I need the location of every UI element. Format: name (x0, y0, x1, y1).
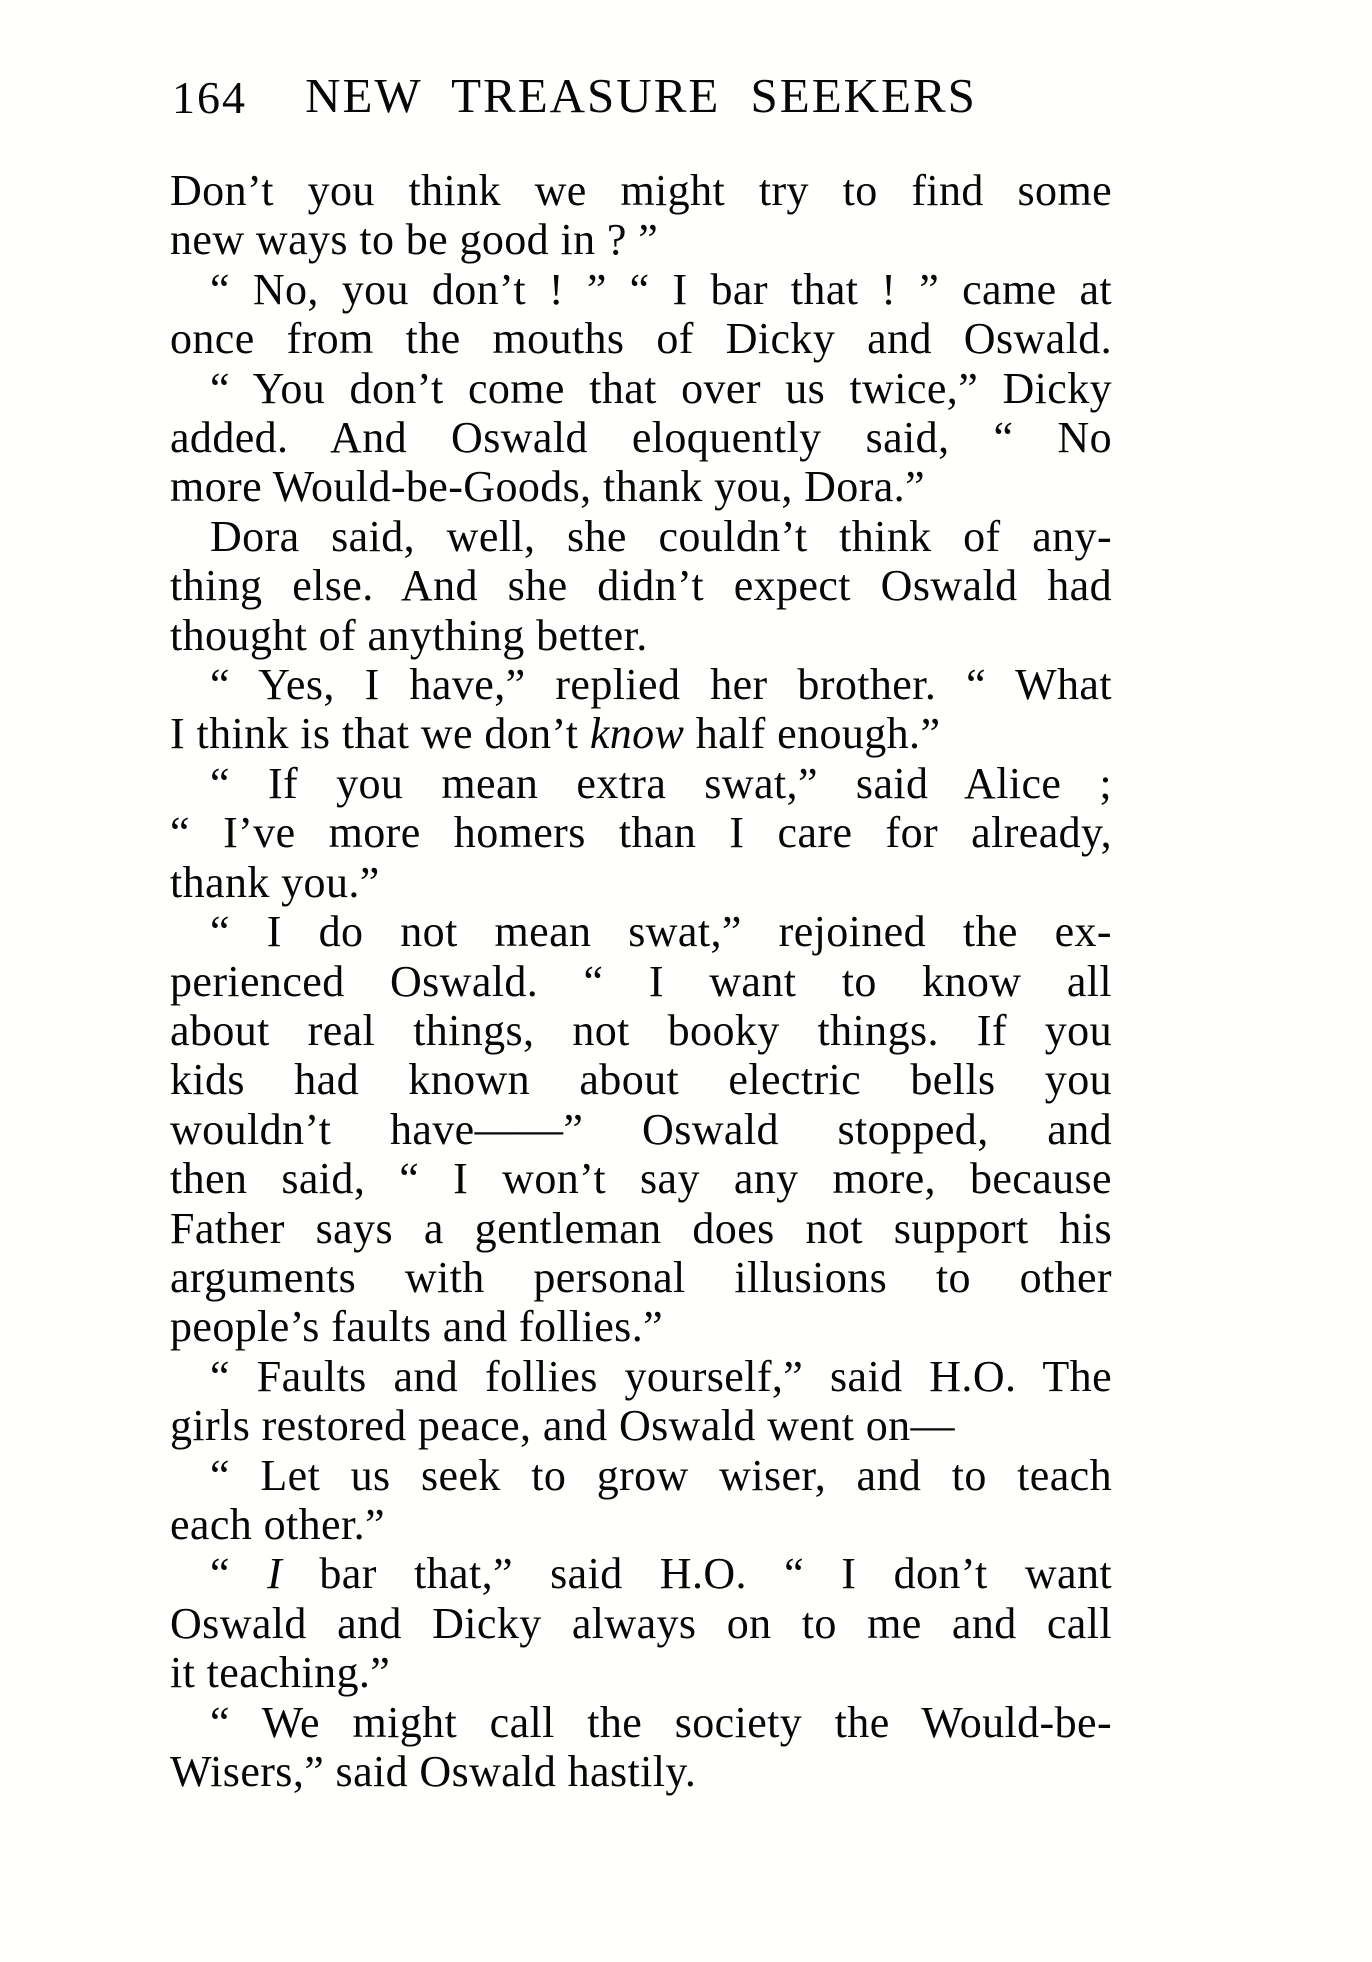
text-line (170, 858, 1112, 907)
text-line (170, 1253, 1112, 1302)
text-line (170, 1549, 1112, 1598)
text-line (170, 314, 1112, 363)
text-line (170, 1154, 1112, 1203)
text-line (170, 512, 1112, 561)
text-segment: “ If you mean extra swat,” said Alice ; (210, 758, 1112, 808)
text-segment: Dora said, well, she couldn’t think of any- (210, 511, 1112, 561)
text-segment: “ Let us seek to grow wiser, and to teach (210, 1450, 1112, 1500)
text-segment: kids had known about electric bells you (170, 1055, 1112, 1105)
text-segment: each other.” (170, 1499, 385, 1549)
text-segment: bar that,” said H.O. “ I don’t want (282, 1549, 1112, 1599)
text-segment: Wisers,” said Oswald hastily. (170, 1747, 697, 1796)
text-segment: “ I do not mean swat,” rejoined the ex- (210, 907, 1112, 957)
page-number: 164 (172, 72, 247, 123)
text-line (170, 1401, 1112, 1450)
page-header (170, 68, 1112, 127)
italic-text: know (589, 709, 685, 759)
text-segment: half enough.” (684, 709, 941, 759)
text-segment: “ You don’t come that over us twice,” Dicky (210, 363, 1112, 413)
text-segment: “ No, you don’t ! ” “ I bar that ! ” came at (210, 264, 1112, 314)
text-line (170, 1698, 1112, 1747)
text-line (170, 265, 1112, 314)
text-line (170, 1302, 1112, 1351)
text-segment: thing else. And she didn’t expect Oswald had (170, 561, 1112, 611)
text-line (170, 1352, 1112, 1401)
text-line (170, 808, 1112, 857)
text-line (170, 364, 1112, 413)
text-segment: thank you.” (170, 857, 380, 907)
text-line (170, 759, 1112, 808)
text-line (170, 215, 1112, 264)
text-segment: Oswald and Dicky always on to me and call (170, 1598, 1112, 1648)
text-line (170, 413, 1112, 462)
text-segment: people’s faults and follies.” (170, 1302, 664, 1352)
text-line (170, 1055, 1112, 1104)
text-line (170, 660, 1112, 709)
text-segment: “ (210, 1549, 268, 1599)
text-segment: arguments with personal illusions to other (170, 1252, 1112, 1302)
text-segment: thought of anything better. (170, 610, 648, 660)
text-segment: it teaching.” (170, 1648, 391, 1698)
text-segment: girls restored peace, and Oswald went on— (170, 1401, 955, 1451)
text-segment: I think is that we don’t (170, 709, 590, 759)
text-line (170, 957, 1112, 1006)
text-segment: “ Faults and follies yourself,” said H.O. The (210, 1351, 1112, 1401)
text-line (170, 1006, 1112, 1055)
text-line (170, 907, 1112, 956)
text-segment: “ I’ve more homers than I care for already, (170, 808, 1112, 858)
text-line (170, 1451, 1112, 1500)
text-line (170, 709, 1112, 758)
text-segment: about real things, not booky things. If you (170, 1005, 1112, 1055)
text-segment: wouldn’t have——” Oswald stopped, and (170, 1104, 1112, 1154)
text-line (170, 1599, 1112, 1648)
text-segment: “ Yes, I have,” replied her brother. “ What (210, 660, 1112, 710)
text-line (170, 462, 1112, 511)
text-segment: perienced Oswald. “ I want to know all (170, 956, 1112, 1006)
text-segment: more Would-be-Goods, thank you, Dora.” (170, 462, 926, 512)
text-line (170, 1648, 1112, 1697)
text-line (170, 611, 1112, 660)
text-line (170, 1204, 1112, 1253)
text-block (170, 166, 1112, 1796)
text-segment: “ We might call the society the Would-be- (210, 1697, 1112, 1747)
text-segment: Father says a gentleman does not support his (170, 1203, 1112, 1253)
italic-text: I (267, 1549, 283, 1599)
text-segment: added. And Oswald eloquently said, “ No (170, 413, 1112, 463)
text-segment: new ways to be good in ? ” (170, 215, 659, 265)
text-line (170, 166, 1112, 215)
running-title: NEW TREASURE SEEKERS (305, 68, 977, 123)
text-segment: once from the mouths of Dicky and Oswald. (170, 314, 1112, 364)
text-segment: Don’t you think we might try to find some (170, 166, 1112, 215)
text-line (170, 561, 1112, 610)
text-line (170, 1747, 1112, 1796)
text-line (170, 1500, 1112, 1549)
text-line (170, 1105, 1112, 1154)
text-segment: then said, “ I won’t say any more, because (170, 1154, 1112, 1204)
